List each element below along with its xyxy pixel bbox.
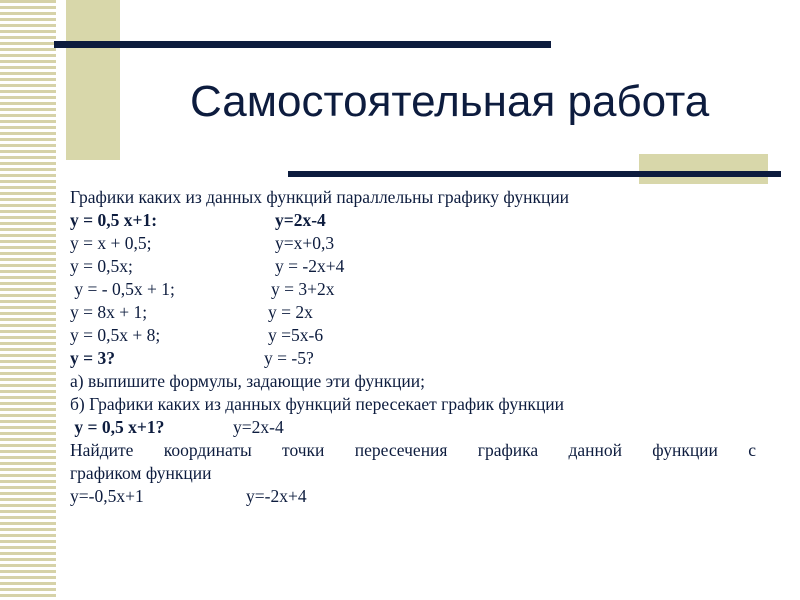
function-left: y = 0,5x + 8; bbox=[70, 325, 161, 345]
function-right: y=2x-4 bbox=[233, 417, 284, 437]
function-right: y=2x-4 bbox=[275, 210, 326, 230]
decorative-stripes bbox=[0, 0, 56, 600]
function-right: y = 3+2x bbox=[271, 279, 335, 299]
function-left: y = 8x + 1; bbox=[70, 302, 148, 322]
decorative-line-top bbox=[54, 41, 551, 48]
task-a-text: а) выпишите формулы, задающие эти функции; bbox=[70, 371, 426, 391]
function-pair-row bbox=[70, 324, 756, 347]
function-left: y = 0,5 x+1? bbox=[70, 417, 165, 437]
decorative-block-top bbox=[66, 0, 120, 160]
function-left: y = 0,5 x+1: bbox=[70, 210, 158, 230]
function-pair-row bbox=[70, 278, 756, 301]
find-text-line-2: графиком функции bbox=[70, 463, 212, 483]
function-left: y = 0,5x; bbox=[70, 256, 133, 276]
function-right: y =5x-6 bbox=[268, 325, 324, 345]
decorative-line-bottom bbox=[288, 171, 781, 177]
function-left: y = - 0,5x + 1; bbox=[70, 279, 175, 299]
function-right: y = -2x+4 bbox=[275, 256, 345, 276]
function-right: y = -5? bbox=[264, 348, 314, 368]
function-right: y=x+0,3 bbox=[275, 233, 335, 253]
task-b-functions-row bbox=[70, 416, 756, 439]
function-left: y = 3? bbox=[70, 348, 115, 368]
function-pair-row bbox=[70, 255, 756, 278]
task-b-text: б) Графики каких из данных функций пересекает график функции bbox=[70, 394, 565, 414]
slide-title: Самостоятельная работа bbox=[190, 77, 710, 126]
find-text-line-1: Найдите координаты точки пересечения графика данной функции с bbox=[70, 440, 756, 460]
function-left: y = x + 0,5; bbox=[70, 233, 152, 253]
intro-text: Графики каких из данных функций параллельны графику функции bbox=[70, 187, 570, 207]
function-pair-row bbox=[70, 232, 756, 255]
final-pair-row bbox=[70, 485, 756, 508]
function-left: y=-0,5x+1 bbox=[70, 486, 144, 506]
function-pair-row bbox=[70, 347, 756, 370]
function-pair-row bbox=[70, 209, 756, 232]
decorative-block-right bbox=[639, 154, 768, 184]
function-right: y = 2x bbox=[268, 302, 313, 322]
slide-content bbox=[70, 186, 756, 508]
function-pair-row bbox=[70, 301, 756, 324]
function-right: y=-2x+4 bbox=[246, 486, 307, 506]
